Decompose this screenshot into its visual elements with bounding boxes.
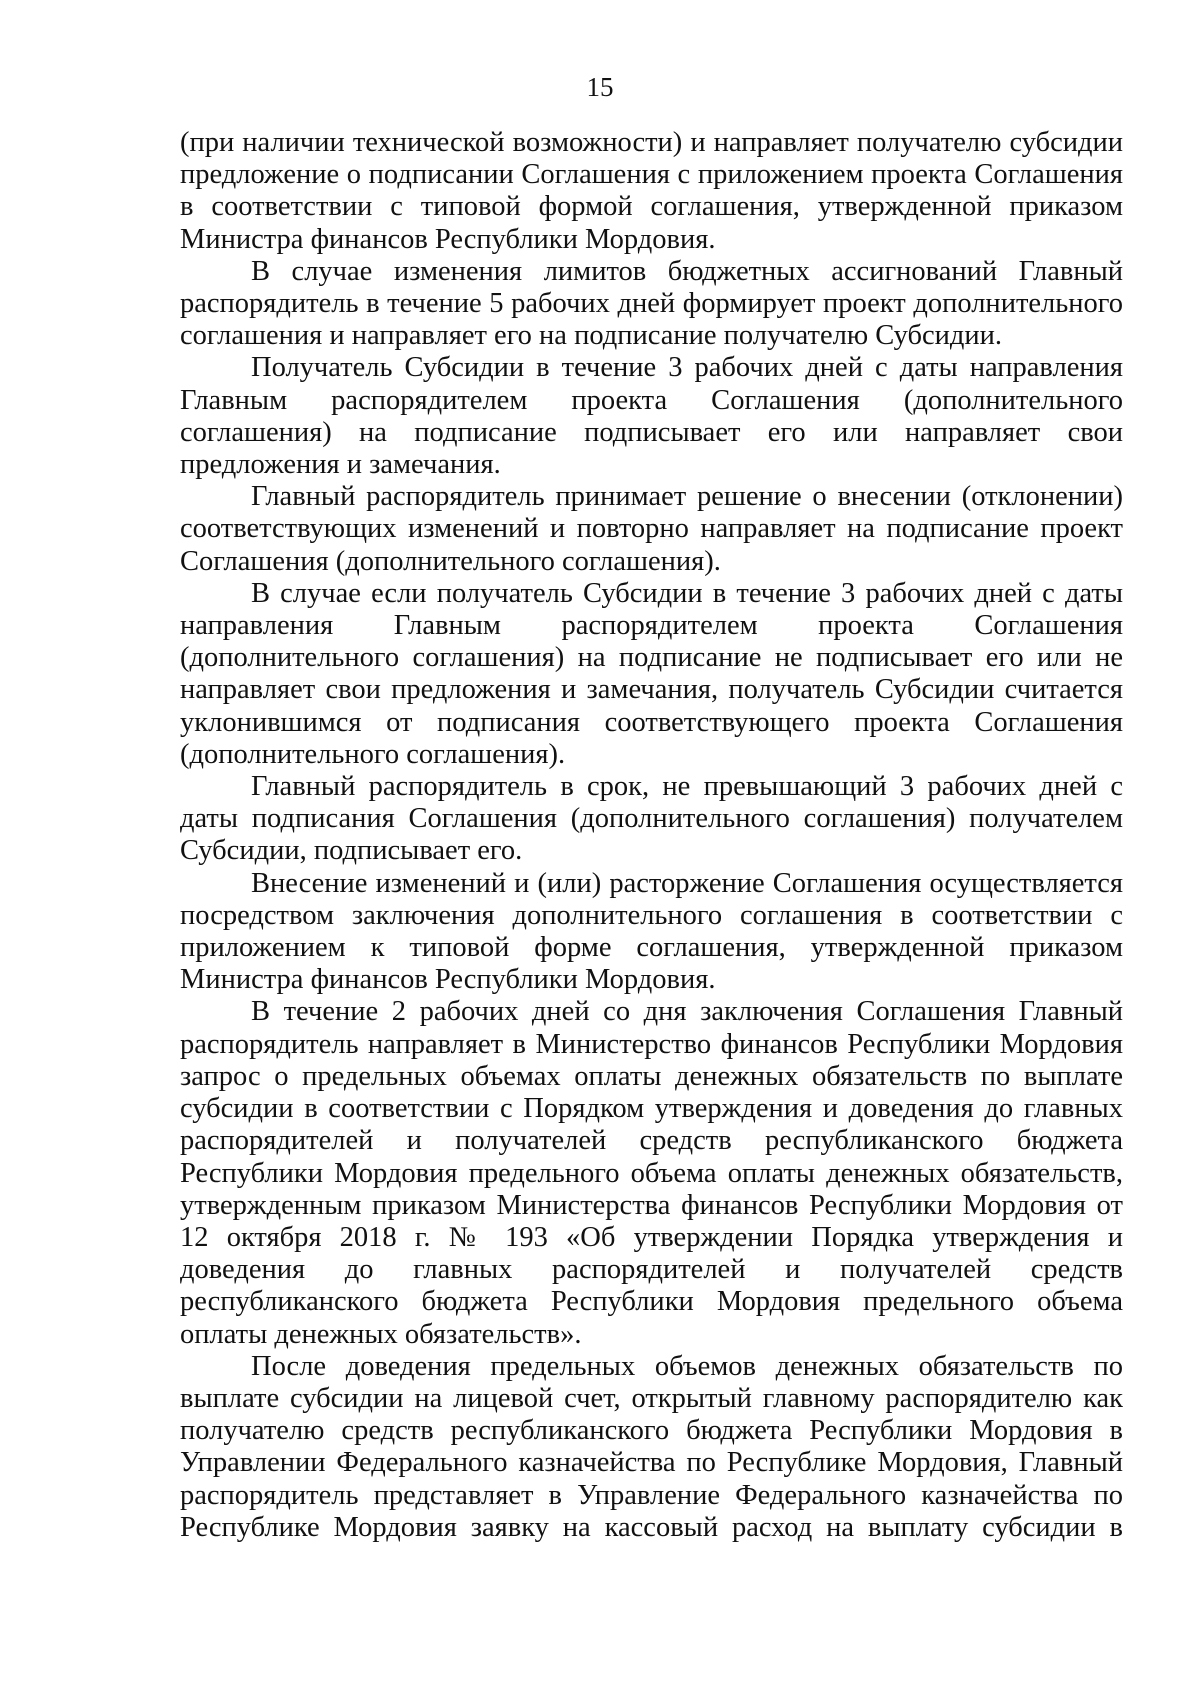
text-line: соответствующих изменений и повторно направляет на подписание проект bbox=[180, 513, 1123, 545]
text-line: После доведения предельных объемов денежных обязательств по bbox=[251, 1350, 1123, 1382]
text-line: распорядителей и получателей средств республиканского бюджета bbox=[180, 1125, 1123, 1157]
text-line: Главный распорядитель принимает решение о внесении (отклонении) bbox=[251, 481, 1123, 513]
text-line: Республике Мордовия заявку на кассовый расход на выплату субсидии в bbox=[180, 1511, 1123, 1543]
text-line: направления Главным распорядителем проекта Соглашения bbox=[180, 610, 1123, 642]
paragraph bbox=[180, 127, 1123, 256]
text-line: В течение 2 рабочих дней со дня заключения Соглашения Главный bbox=[251, 996, 1123, 1028]
text-line: республиканского бюджета Республики Мордовия предельного объема bbox=[180, 1286, 1123, 1318]
text-line: Главный распорядитель в срок, не превышающий 3 рабочих дней с bbox=[251, 771, 1123, 803]
text-line: Министра финансов Республики Мордовия. bbox=[180, 223, 716, 255]
text-line: даты подписания Соглашения (дополнительного соглашения) получателем bbox=[180, 803, 1123, 835]
text-line: оплаты денежных обязательств». bbox=[180, 1318, 582, 1350]
text-line: предложения и замечания. bbox=[180, 449, 501, 481]
paragraph bbox=[180, 352, 1123, 481]
text-line: распорядитель в течение 5 рабочих дней формирует проект дополнительного bbox=[180, 288, 1123, 320]
text-line: 12 октября 2018 г. № 193 «Об утверждении Порядка утверждения и bbox=[180, 1221, 1123, 1253]
text-line: распорядитель представляет в Управление Федерального казначейства по bbox=[180, 1479, 1123, 1511]
text-line: посредством заключения дополнительного соглашения в соответствии с bbox=[180, 899, 1123, 931]
text-line: предложение о подписании Соглашения с приложением проекта Соглашения bbox=[180, 159, 1123, 191]
text-line: в соответствии с типовой формой соглашения, утвержденной приказом bbox=[180, 191, 1123, 223]
text-line: направляет свои предложения и замечания, получатель Субсидии считается bbox=[180, 674, 1123, 706]
text-line: Республики Мордовия предельного объема оплаты денежных обязательств, bbox=[180, 1157, 1123, 1189]
text-line: уклонившимся от подписания соответствующего проекта Соглашения bbox=[180, 706, 1123, 738]
text-line: утвержденным приказом Министерства финансов Республики Мордовия от bbox=[180, 1189, 1123, 1221]
paragraph bbox=[180, 256, 1123, 353]
paragraph bbox=[180, 481, 1123, 578]
text-line: приложением к типовой форме соглашения, утвержденной приказом bbox=[180, 932, 1123, 964]
document-body bbox=[180, 127, 1123, 1544]
text-line: Министра финансов Республики Мордовия. bbox=[180, 964, 716, 996]
text-line: (дополнительного соглашения) на подписание не подписывает его или не bbox=[180, 642, 1123, 674]
text-line: выплате субсидии на лицевой счет, открытый главному распорядителю как bbox=[180, 1382, 1123, 1414]
paragraph bbox=[180, 868, 1123, 997]
text-line: В случае изменения лимитов бюджетных ассигнований Главный bbox=[251, 255, 1123, 287]
text-line: (дополнительного соглашения). bbox=[180, 738, 566, 770]
text-line: Субсидии, подписывает его. bbox=[180, 835, 523, 867]
text-line: соглашения и направляет его на подписание получателю Субсидии. bbox=[180, 320, 1002, 352]
text-line: получателю средств республиканского бюджета Республики Мордовия в bbox=[180, 1415, 1123, 1447]
text-line: Соглашения (дополнительного соглашения). bbox=[180, 545, 721, 577]
text-line: доведения до главных распорядителей и получателей средств bbox=[180, 1254, 1123, 1286]
paragraph bbox=[180, 771, 1123, 868]
text-line: (при наличии технической возможности) и направляет получателю субсидии bbox=[180, 127, 1123, 158]
page-number: 15 bbox=[586, 72, 614, 102]
paragraph bbox=[180, 578, 1123, 771]
text-line: Получатель Субсидии в течение 3 рабочих дней с даты направления bbox=[251, 352, 1123, 384]
text-line: Главным распорядителем проекта Соглашения (дополнительного bbox=[180, 384, 1123, 416]
paragraph bbox=[180, 1351, 1123, 1544]
text-line: запрос о предельных объемах оплаты денежных обязательств по выплате bbox=[180, 1060, 1123, 1092]
text-line: субсидии в соответствии с Порядком утверждения и доведения до главных bbox=[180, 1093, 1123, 1125]
text-line: соглашения) на подписание подписывает его или направляет свои bbox=[180, 416, 1123, 448]
text-line: Управлении Федерального казначейства по Республике Мордовия, Главный bbox=[180, 1447, 1123, 1479]
text-line: распорядитель направляет в Министерство финансов Республики Мордовия bbox=[180, 1028, 1123, 1060]
text-line: Внесение изменений и (или) расторжение Соглашения осуществляется bbox=[251, 867, 1123, 899]
paragraph bbox=[180, 996, 1123, 1350]
text-line: В случае если получатель Субсидии в течение 3 рабочих дней с даты bbox=[251, 577, 1123, 609]
